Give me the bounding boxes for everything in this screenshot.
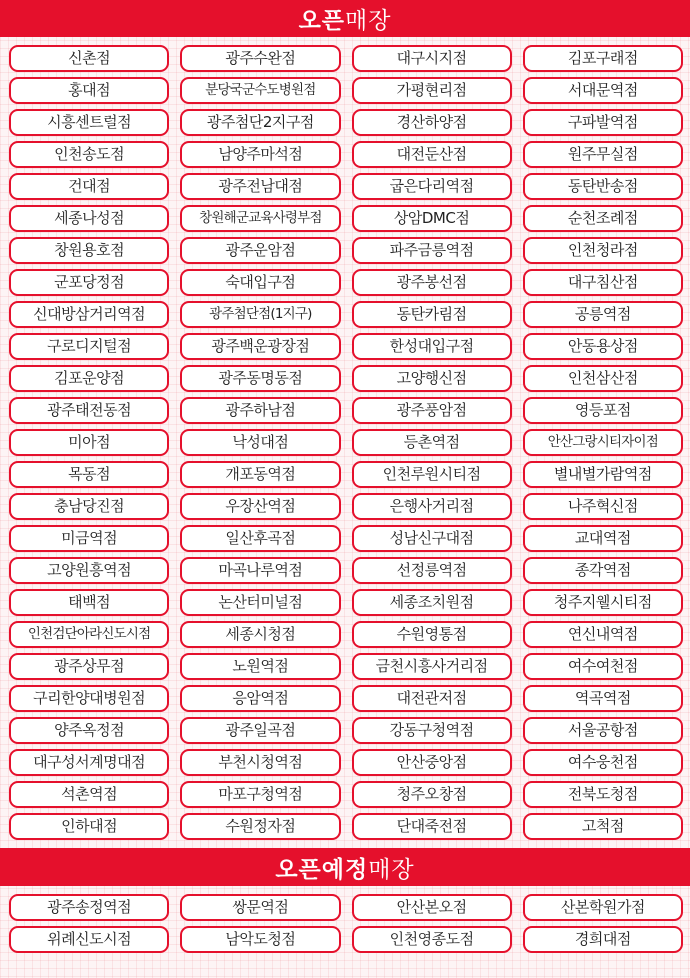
store-item: 인천루원시티점: [352, 461, 512, 488]
store-item: 안산그랑시티자이점: [523, 429, 683, 456]
store-item: 인천영종도점: [352, 926, 512, 953]
store-item: 청주오창점: [352, 781, 512, 808]
open-stores-banner: [0, 0, 690, 37]
store-item: 광주상무점: [9, 653, 169, 680]
open-stores-title: 오픈: [298, 8, 345, 34]
store-item: 공릉역점: [523, 301, 683, 328]
store-item: 영등포점: [523, 397, 683, 424]
store-item: 남악도청점: [180, 926, 340, 953]
store-item: 대전둔산점: [352, 141, 512, 168]
store-item: 광주동명동점: [180, 365, 340, 392]
store-item: 우장산역점: [180, 493, 340, 520]
store-item: 서울공항점: [523, 717, 683, 744]
store-item: 전북도청점: [523, 781, 683, 808]
store-item: 구파발역점: [523, 109, 683, 136]
open-stores-grid: [0, 45, 690, 840]
store-item: 청주지웰시티점: [523, 589, 683, 616]
store-item: 역곡역점: [523, 685, 683, 712]
store-item: 경희대점: [523, 926, 683, 953]
store-item: 순천조례점: [523, 205, 683, 232]
store-item: 창원용호점: [9, 237, 169, 264]
store-item: 굽은다리역점: [352, 173, 512, 200]
store-item: 여수여천점: [523, 653, 683, 680]
store-item: 목동점: [9, 461, 169, 488]
store-item: 인천검단아라신도시점: [9, 621, 169, 648]
store-item: 고양행신점: [352, 365, 512, 392]
store-item: 광주첨단점(1지구): [180, 301, 340, 328]
store-item: 서대문역점: [523, 77, 683, 104]
store-item: 한성대입구점: [352, 333, 512, 360]
store-item: 일산후곡점: [180, 525, 340, 552]
store-item: 인하대점: [9, 813, 169, 840]
store-item: 응암역점: [180, 685, 340, 712]
store-item: 대구시지점: [352, 45, 512, 72]
store-item: 고양원흥역점: [9, 557, 169, 584]
store-item: 강동구청역점: [352, 717, 512, 744]
store-item: 홍대점: [9, 77, 169, 104]
store-item: 대구성서계명대점: [9, 749, 169, 776]
store-item: 안산중앙점: [352, 749, 512, 776]
store-item: 등촌역점: [352, 429, 512, 456]
store-item: 광주전남대점: [180, 173, 340, 200]
store-item: 상암DMC점: [352, 205, 512, 232]
store-item: 김포운양점: [9, 365, 169, 392]
store-item: 연신내역점: [523, 621, 683, 648]
store-item: 광주풍암점: [352, 397, 512, 424]
store-item: 구리한양대병원점: [9, 685, 169, 712]
store-item: 노원역점: [180, 653, 340, 680]
store-item: 인천청라점: [523, 237, 683, 264]
open-stores-title-suffix: 매장: [345, 8, 392, 34]
store-item: 건대점: [9, 173, 169, 200]
store-item: 미금역점: [9, 525, 169, 552]
store-item: 수원영통점: [352, 621, 512, 648]
store-item: 시흥센트럴점: [9, 109, 169, 136]
store-item: 광주하남점: [180, 397, 340, 424]
store-item: 개포동역점: [180, 461, 340, 488]
store-item: 금천시흥사거리점: [352, 653, 512, 680]
store-item: 종각역점: [523, 557, 683, 584]
store-item: 광주운암점: [180, 237, 340, 264]
store-item: 인천송도점: [9, 141, 169, 168]
store-item: 대구침산점: [523, 269, 683, 296]
store-item: 위례신도시점: [9, 926, 169, 953]
store-item: 충남당진점: [9, 493, 169, 520]
store-item: 분당국군수도병원점: [180, 77, 340, 104]
store-item: 대전관저점: [352, 685, 512, 712]
store-item: 남양주마석점: [180, 141, 340, 168]
store-item: 논산터미널점: [180, 589, 340, 616]
store-item: 쌍문역점: [180, 894, 340, 921]
store-item: 나주혁신점: [523, 493, 683, 520]
store-item: 안동용상점: [523, 333, 683, 360]
planned-stores-banner: [0, 848, 690, 886]
store-item: 선정릉역점: [352, 557, 512, 584]
store-item: 숙대입구점: [180, 269, 340, 296]
store-item: 구로디지털점: [9, 333, 169, 360]
store-item: 광주일곡점: [180, 717, 340, 744]
store-item: 교대역점: [523, 525, 683, 552]
store-item: 은행사거리점: [352, 493, 512, 520]
store-item: 고척점: [523, 813, 683, 840]
store-item: 성남신구대점: [352, 525, 512, 552]
store-item: 낙성대점: [180, 429, 340, 456]
store-item: 여수웅천점: [523, 749, 683, 776]
store-item: 별내별가람역점: [523, 461, 683, 488]
store-item: 단대죽전점: [352, 813, 512, 840]
store-item: 가평현리점: [352, 77, 512, 104]
store-item: 마포구청역점: [180, 781, 340, 808]
store-item: 석촌역점: [9, 781, 169, 808]
store-item: 부천시청역점: [180, 749, 340, 776]
store-item: 창원해군교육사령부점: [180, 205, 340, 232]
store-item: 신대방삼거리역점: [9, 301, 169, 328]
planned-stores-title: 오픈예정: [275, 856, 369, 883]
store-item: 군포당정점: [9, 269, 169, 296]
store-item: 광주첨단2지구점: [180, 109, 340, 136]
store-item: 양주옥정점: [9, 717, 169, 744]
store-item: 세종조치원점: [352, 589, 512, 616]
store-item: 경산하양점: [352, 109, 512, 136]
store-item: 광주송정역점: [9, 894, 169, 921]
store-item: 신촌점: [9, 45, 169, 72]
store-item: 안산본오점: [352, 894, 512, 921]
store-item: 수원정자점: [180, 813, 340, 840]
store-item: 세종시청점: [180, 621, 340, 648]
store-item: 파주금릉역점: [352, 237, 512, 264]
planned-stores-grid: [0, 894, 690, 953]
store-item: 인천삼산점: [523, 365, 683, 392]
store-item: 김포구래점: [523, 45, 683, 72]
planned-stores-title-suffix: 매장: [368, 856, 415, 883]
store-item: 마곡나루역점: [180, 557, 340, 584]
store-item: 동탄카림점: [352, 301, 512, 328]
store-item: 산본학원가점: [523, 894, 683, 921]
store-item: 원주무실점: [523, 141, 683, 168]
store-item: 세종나성점: [9, 205, 169, 232]
store-item: 미아점: [9, 429, 169, 456]
store-item: 태백점: [9, 589, 169, 616]
store-item: 광주백운광장점: [180, 333, 340, 360]
store-item: 동탄반송점: [523, 173, 683, 200]
store-item: 광주태전동점: [9, 397, 169, 424]
store-item: 광주수완점: [180, 45, 340, 72]
store-item: 광주봉선점: [352, 269, 512, 296]
